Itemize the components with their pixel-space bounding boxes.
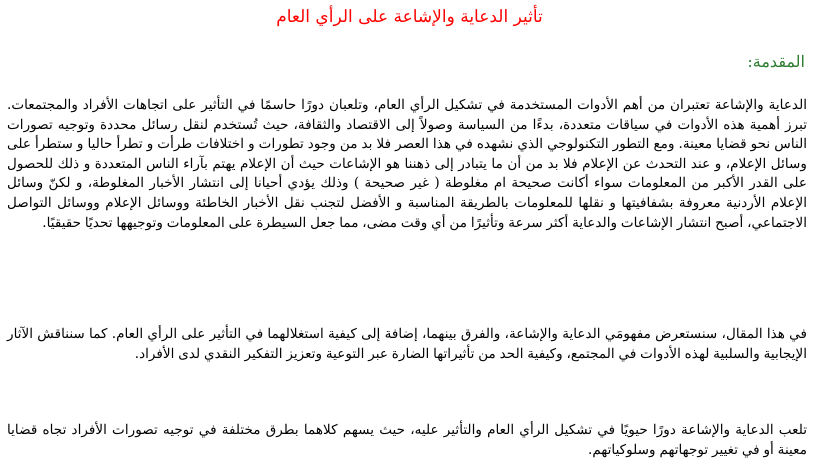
body-paragraph: في هذا المقال، سنستعرض مفهومَي الدعاية والإشاعة، والفرق بينهما، إضافة إلى كيفية استغلالهما في التأثير على الرأي العام. كما سنناقش الآثار الإيجابية والسلبية لهذه الأدوات في المجتمع، وكيفية الحد من تأثيراتها الضارة عبر التوعية وتعزيز التفكير النقدي لدى الأفراد. bbox=[7, 326, 807, 362]
body-paragraph: تلعب الدعاية والإشاعة دورًا حيويًا في تشكيل الرأي العام والتأثير عليه، حيث يسهم كلاهما بطرق مختلفة في توجيه تصورات الأفراد تجاه قضايا معينة أو في تغيير توجهاتهم وسلوكياتهم. bbox=[7, 422, 807, 458]
section-heading-introduction: المقدمة: bbox=[747, 52, 805, 71]
document-title: تأثير الدعاية والإشاعة على الرأي العام bbox=[276, 7, 543, 27]
body-paragraph: الدعاية والإشاعة تعتبران من أهم الأدوات المستخدمة في تشكيل الرأي العام، وتلعبان دورًا حاسمًا في التأثير على اتجاهات الأفراد والمجتمعات. تبرز أهمية هذه الأدوات في سياقات متعددة، بدءًا من السياسة وصولاً إلى الاقتصاد والثقافة، حيث تُستخدم لنقل رسائل محددة وتوجيه تصورات الناس نحو قضايا معينة. ومع التطور التكنولوجي الذي نشهده في هذا العصر فلا بد من وجود تطورات و اختلافات طرأت و تطرأ حاليا و ستطرأ على وسائل الإعلام، و عند التحدث عن الإعلام فلا بد من أن ما يتبادر إلى ذهننا هو الإشاعات حيث أن الإعلام يهتم بآراء الناس المتعددة و ذلك للحصول على القدر الأكبر من المعلومات سواء أكانت صحيحة ام مغلوطة ( غير صحيحة ) وذلك يؤدي أحيانا إلى انتشار الأخبار المغلوطة، و لكنّ وسائل الإعلام الأردنية معروفة بشفافيتها و نقلها للمعلومات بالطريقة المناسبة و الأفضل لتجنب نقل الأخبار الخاطئة ووسائل الإعلام ووسائل التواصل الاجتماعي، أصبح انتشار الإشاعات والدعاية أكثر سرعة وتأثيرًا من أي وقت مضى، مما جعل السيطرة على المعلومات وتوجيهها تحديًا حقيقيًا. bbox=[7, 97, 807, 231]
